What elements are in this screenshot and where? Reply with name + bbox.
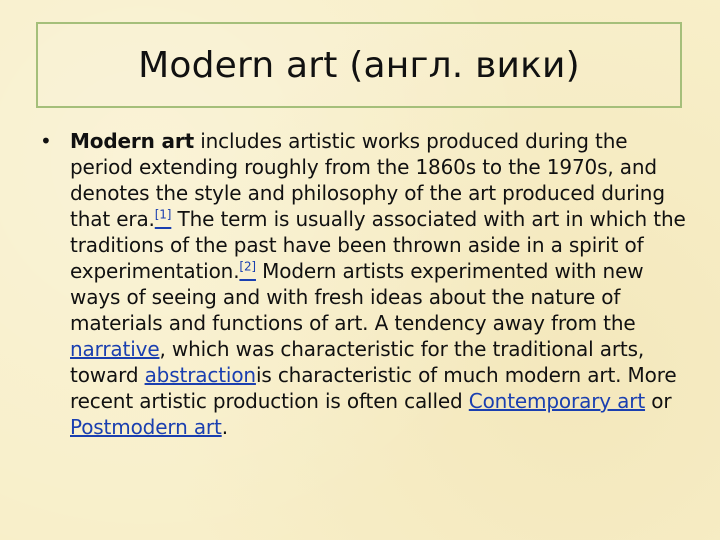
slide-body xyxy=(40,128,690,440)
text-segment-4: , which was characteristic for the traditional arts, toward xyxy=(70,337,645,387)
citation-1[interactable]: [1] xyxy=(154,207,172,222)
citation-2[interactable]: [2] xyxy=(239,259,256,274)
text-segment-6: or xyxy=(645,389,672,413)
text-segment-7: . xyxy=(221,415,228,439)
text-segment-2: The term is usually associated with art in which the traditions of the past have been thrown aside in a spirit of experimentation. xyxy=(70,207,686,283)
link-abstraction[interactable]: abstraction xyxy=(144,363,256,387)
text-segment-1: includes artistic works produced during the period extending roughly from the 1860s to the 1970s, and denotes the style and philosophy of the art produced during that era. xyxy=(70,129,665,231)
bullet-item xyxy=(40,128,690,440)
lead-term: Modern art xyxy=(70,129,195,153)
text-segment-3: Modern artists experimented with new ways of seeing and with fresh ideas about the nature of materials and functions of art. A tendency away from the xyxy=(70,259,644,335)
citation-link-1[interactable] xyxy=(155,207,172,231)
link-narrative[interactable]: narrative xyxy=(70,337,160,361)
title-box xyxy=(36,22,682,108)
bullet-icon: • xyxy=(40,129,52,153)
link-postmodern-art[interactable]: Postmodern art xyxy=(70,415,222,439)
slide-title: Modern art (англ. вики) xyxy=(138,44,580,86)
link-contemporary-art[interactable]: Contemporary art xyxy=(468,389,646,413)
paragraph xyxy=(70,128,690,440)
text-segment-5: is characteristic of much modern art. More recent artistic production is often called xyxy=(70,363,677,413)
citation-link-2[interactable] xyxy=(239,259,256,283)
